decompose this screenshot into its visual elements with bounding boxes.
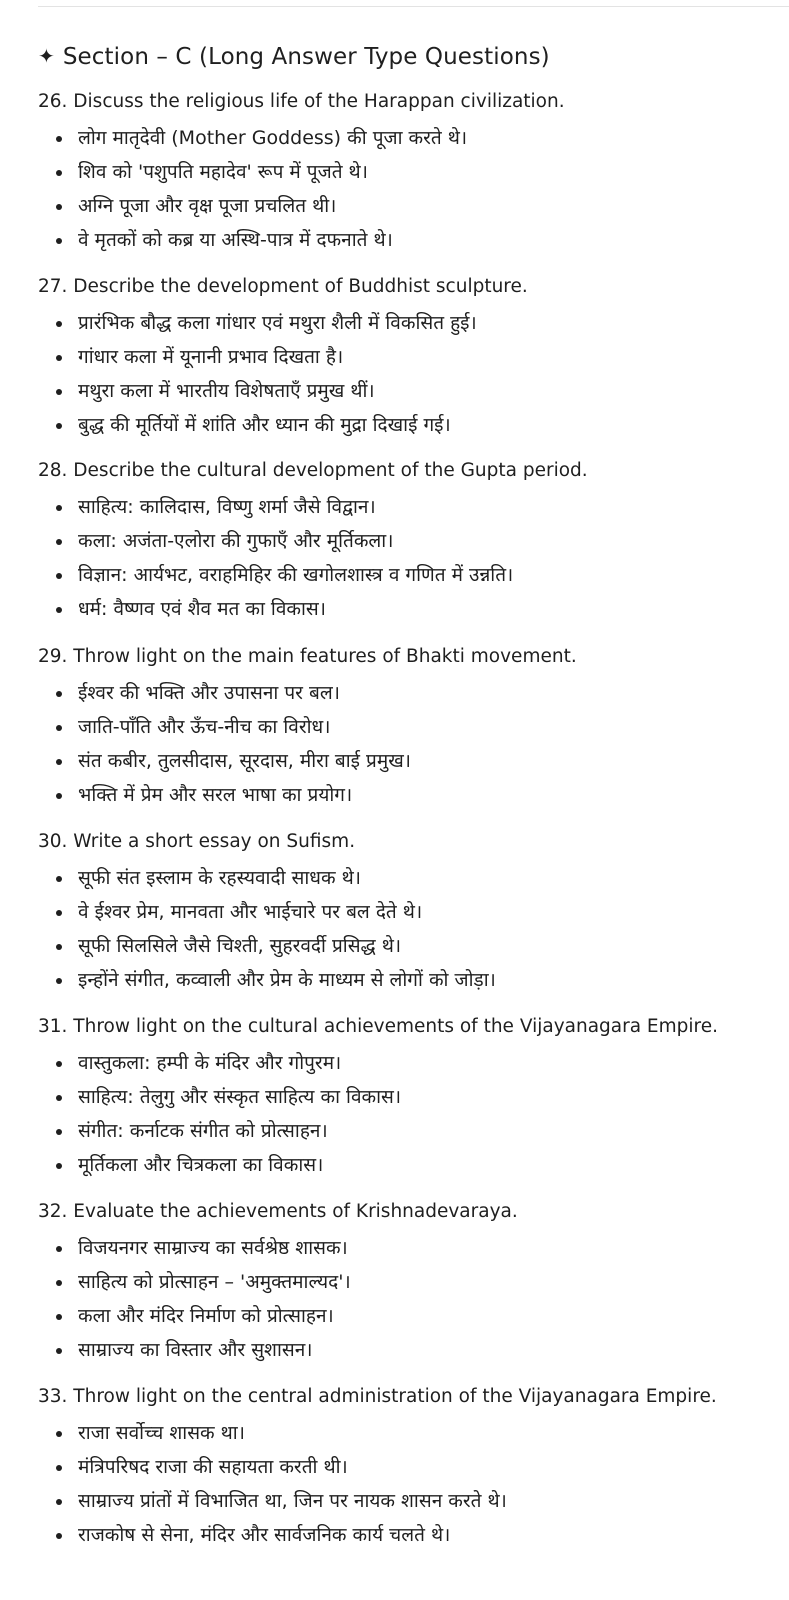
- bullet-icon: [56, 170, 62, 176]
- list-item: [38, 1150, 778, 1184]
- question-title: 30. Write a short essay on Sufism.: [38, 831, 356, 852]
- question-block: [38, 1199, 778, 1369]
- list-item-text: लोग मातृदेवी (Mother Goddess) की पूजा करते थे।: [78, 127, 468, 149]
- bullet-icon: [56, 505, 62, 511]
- bullet-icon: [56, 691, 62, 697]
- question-title: 26. Discuss the religious life of the Harappan civilization.: [38, 91, 565, 112]
- list-item-text: संगीत: कर्नाटक संगीत को प्रोत्साहन।: [78, 1120, 328, 1142]
- bullet-icon: [56, 944, 62, 950]
- list-item-text: कला और मंदिर निर्माण को प्रोत्साहन।: [78, 1305, 334, 1327]
- bullet-icon: [56, 1465, 62, 1471]
- list-item: [38, 746, 778, 780]
- list-item: [38, 965, 778, 999]
- question-block: [38, 274, 778, 444]
- list-item-text: विजयनगर साम्राज्य का सर्वश्रेष्ठ शासक।: [78, 1237, 348, 1259]
- bullet-icon: [56, 910, 62, 916]
- list-item: [38, 157, 778, 191]
- bullet-icon: [56, 238, 62, 244]
- bullet-icon: [56, 1314, 62, 1320]
- bullet-icon: [56, 1348, 62, 1354]
- list-item: [38, 1335, 778, 1369]
- question-title: 32. Evaluate the achievements of Krishnadevaraya.: [38, 1201, 518, 1222]
- list-item: [38, 123, 778, 157]
- question-block: [38, 1384, 778, 1554]
- list-item: [38, 678, 778, 712]
- list-item: [38, 308, 778, 342]
- list-item-text: गांधार कला में यूनानी प्रभाव दिखता है।: [78, 346, 344, 368]
- list-item: [38, 1048, 778, 1082]
- section-heading: [38, 44, 550, 70]
- list-item-text: साहित्य: तेलुगु और संस्कृत साहित्य का विकास।: [78, 1086, 402, 1108]
- list-item-text: मथुरा कला में भारतीय विशेषताएँ प्रमुख थीं।: [78, 380, 375, 402]
- bullet-icon: [56, 423, 62, 429]
- list-item-text: साहित्य: कालिदास, विष्णु शर्मा जैसे विद्वान।: [78, 496, 376, 518]
- question-block: [38, 644, 778, 814]
- bullet-icon: [56, 725, 62, 731]
- answer-list: [38, 1418, 778, 1554]
- bullet-icon: [56, 1061, 62, 1067]
- bullet-icon: [56, 876, 62, 882]
- list-item-text: वे ईश्वर प्रेम, मानवता और भाईचारे पर बल देते थे।: [78, 901, 423, 923]
- list-item-text: शिव को 'पशुपति महादेव' रूप में पूजते थे।: [78, 161, 368, 183]
- answer-list: [38, 1233, 778, 1369]
- list-item-text: साम्राज्य प्रांतों में विभाजित था, जिन पर नायक शासन करते थे।: [78, 1490, 507, 1512]
- answer-list: [38, 863, 778, 999]
- list-item: [38, 1301, 778, 1335]
- list-item: [38, 410, 778, 444]
- bullet-icon: [56, 1163, 62, 1169]
- answer-list: [38, 308, 778, 444]
- list-item-text: इन्होंने संगीत, कव्वाली और प्रेम के माध्यम से लोगों को जोड़ा।: [78, 969, 496, 991]
- bullet-icon: [56, 978, 62, 984]
- list-item-text: वे मृतकों को कब्र या अस्थि-पात्र में दफनाते थे।: [78, 229, 393, 251]
- list-item: [38, 931, 778, 965]
- bullet-icon: [56, 793, 62, 799]
- list-item-text: अग्नि पूजा और वृक्ष पूजा प्रचलित थी।: [78, 195, 337, 217]
- list-item: [38, 342, 778, 376]
- list-item-text: जाति-पाँति और ऊँच-नीच का विरोध।: [78, 716, 331, 738]
- list-item: [38, 1116, 778, 1150]
- list-item: [38, 492, 778, 526]
- list-item-text: मूर्तिकला और चित्रकला का विकास।: [78, 1154, 324, 1176]
- answer-list: [38, 1048, 778, 1184]
- bullet-icon: [56, 1431, 62, 1437]
- list-item: [38, 560, 778, 594]
- list-item: [38, 1082, 778, 1116]
- question-title: 28. Describe the cultural development of the Gupta period.: [38, 460, 588, 481]
- question-block: [38, 829, 778, 999]
- list-item: [38, 863, 778, 897]
- list-item: [38, 897, 778, 931]
- list-item-text: राजकोष से सेना, मंदिर और सार्वजनिक कार्य चलते थे।: [78, 1524, 451, 1546]
- list-item: [38, 191, 778, 225]
- list-item-text: राजा सर्वोच्च शासक था।: [78, 1422, 245, 1444]
- list-item-text: भक्ति में प्रेम और सरल भाषा का प्रयोग।: [78, 784, 353, 806]
- list-item-text: विज्ञान: आर्यभट, वराहमिहिर की खगोलशास्त्र व गणित में उन्नति।: [78, 564, 514, 586]
- list-item-text: मंत्रिपरिषद राजा की सहायता करती थी।: [78, 1456, 348, 1478]
- list-item-text: साहित्य को प्रोत्साहन – 'अमुक्तमाल्यद'।: [78, 1271, 351, 1293]
- list-item-text: साम्राज्य का विस्तार और सुशासन।: [78, 1339, 313, 1361]
- bullet-icon: [56, 607, 62, 613]
- question-block: [38, 89, 778, 259]
- bullet-icon: [56, 573, 62, 579]
- question-block: [38, 458, 778, 628]
- sparkle-icon: ✦: [38, 44, 55, 68]
- list-item-text: प्रारंभिक बौद्ध कला गांधार एवं मथुरा शैली में विकसित हुई।: [78, 312, 477, 334]
- bullet-icon: [56, 1246, 62, 1252]
- list-item-text: ईश्वर की भक्ति और उपासना पर बल।: [78, 682, 340, 704]
- list-item-text: सूफी सिलसिले जैसे चिश्ती, सुहरवर्दी प्रसिद्ध थे।: [78, 935, 402, 957]
- list-item: [38, 225, 778, 259]
- bullet-icon: [56, 136, 62, 142]
- question-block: [38, 1014, 778, 1184]
- list-item-text: वास्तुकला: हम्पी के मंदिर और गोपुरम।: [78, 1052, 342, 1074]
- top-divider: [38, 6, 789, 7]
- question-title: 29. Throw light on the main features of Bhakti movement.: [38, 646, 577, 667]
- question-title: 33. Throw light on the central administration of the Vijayanagara Empire.: [38, 1386, 717, 1407]
- bullet-icon: [56, 1129, 62, 1135]
- bullet-icon: [56, 539, 62, 545]
- list-item: [38, 1233, 778, 1267]
- list-item-text: बुद्ध की मूर्तियों में शांति और ध्यान की मुद्रा दिखाई गई।: [78, 414, 451, 436]
- list-item-text: सूफी संत इस्लाम के रहस्यवादी साधक थे।: [78, 867, 361, 889]
- bullet-icon: [56, 321, 62, 327]
- list-item: [38, 526, 778, 560]
- list-item: [38, 1418, 778, 1452]
- question-title: 27. Describe the development of Buddhist sculpture.: [38, 276, 528, 297]
- list-item: [38, 376, 778, 410]
- answer-list: [38, 678, 778, 814]
- list-item-text: संत कबीर, तुलसीदास, सूरदास, मीरा बाई प्रमुख।: [78, 750, 411, 772]
- list-item-text: कला: अजंता-एलोरा की गुफाएँ और मूर्तिकला।: [78, 530, 394, 552]
- list-item: [38, 780, 778, 814]
- bullet-icon: [56, 355, 62, 361]
- list-item-text: धर्म: वैष्णव एवं शैव मत का विकास।: [78, 598, 326, 620]
- question-title: 31. Throw light on the cultural achievements of the Vijayanagara Empire.: [38, 1016, 718, 1037]
- bullet-icon: [56, 204, 62, 210]
- answer-list: [38, 492, 778, 628]
- bullet-icon: [56, 389, 62, 395]
- list-item: [38, 1520, 778, 1554]
- list-item: [38, 1267, 778, 1301]
- section-title: Section – C (Long Answer Type Questions): [62, 44, 550, 70]
- list-item: [38, 1452, 778, 1486]
- bullet-icon: [56, 759, 62, 765]
- list-item: [38, 712, 778, 746]
- bullet-icon: [56, 1280, 62, 1286]
- bullet-icon: [56, 1499, 62, 1505]
- answer-list: [38, 123, 778, 259]
- list-item: [38, 594, 778, 628]
- bullet-icon: [56, 1095, 62, 1101]
- list-item: [38, 1486, 778, 1520]
- bullet-icon: [56, 1533, 62, 1539]
